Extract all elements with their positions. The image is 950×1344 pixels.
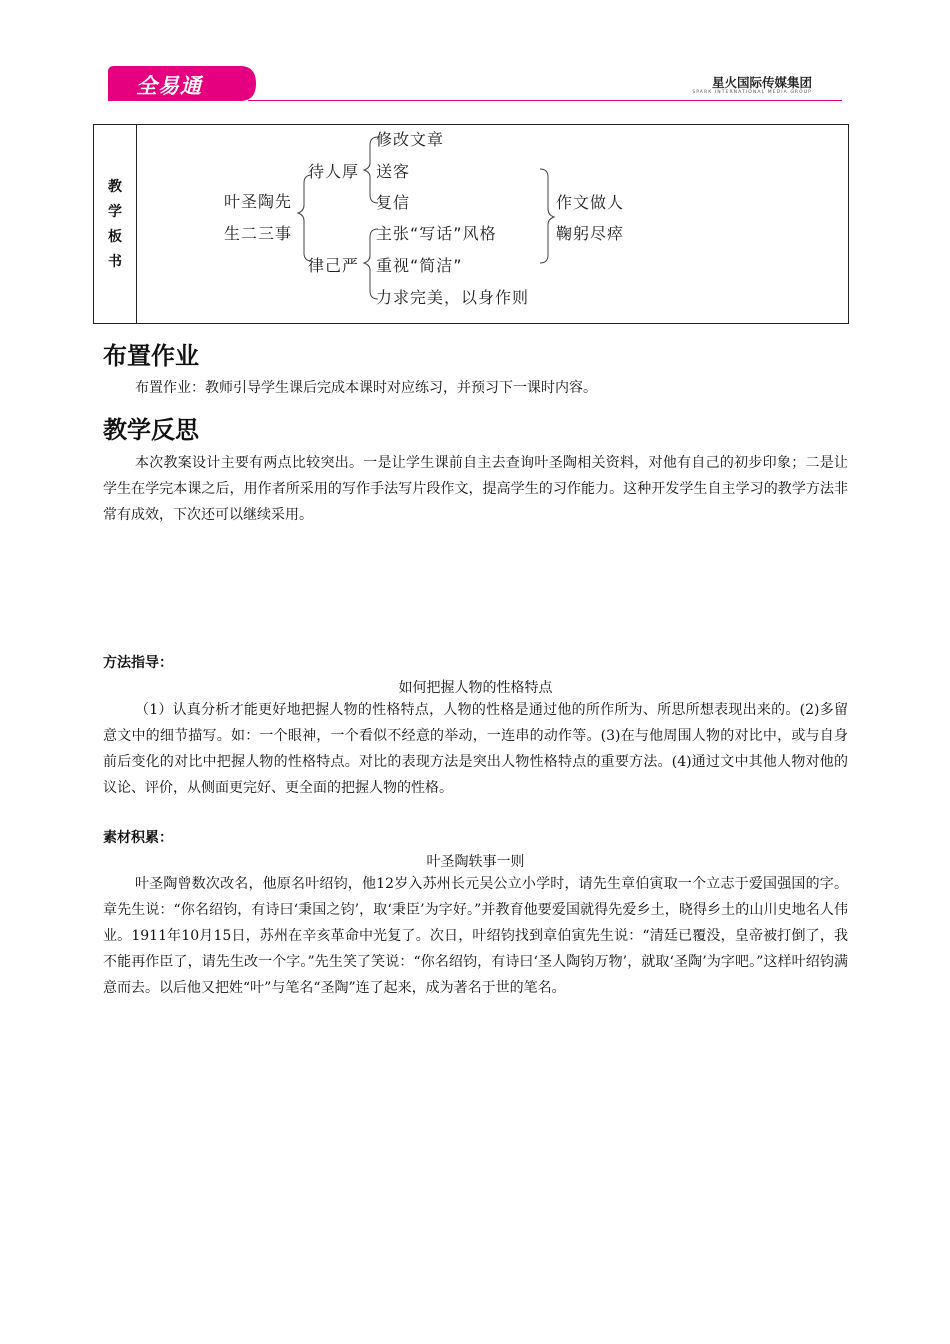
board-label: 教学板书	[108, 179, 122, 270]
reflection-heading: 教学反思	[103, 416, 199, 444]
board-branch2-item: 力求完美，以身作则	[376, 288, 530, 307]
board-root-line2: 生二三事	[224, 224, 293, 243]
material-title: 叶圣陶轶事一则	[426, 854, 525, 870]
board-conclusion-line2: 鞠躬尽瘁	[556, 224, 625, 243]
board-branch1: 待人厚	[308, 162, 360, 181]
brace-root	[298, 175, 312, 261]
method-text: （1）认真分析才能更好地把握人物的性格特点，人物的性格是通过他的所作所为、所思所想表现出来的。(2)多留意文中的细节描写。如：一个眼神，一个看似不经意的举动，一连串的动作等。(3)在与他周围人物的对比中，或与自身前后变化的对比中把握人物的性格特点。对比的表现方法是突出人物性格特点的重要方法。(4)通过文中其他人物对他的议论、评价，从侧面更完好、更全面的把握人物的性格。	[103, 702, 848, 796]
homework-text: 布置作业：教师引导学生课后完成本课时对应练习，并预习下一课时内容。	[135, 380, 597, 396]
board-root-line1: 叶圣陶先	[224, 192, 293, 211]
board-branch1-item: 复信	[376, 193, 411, 212]
homework-heading: 布置作业	[103, 342, 199, 370]
publisher-name: 星火国际传媒集团	[711, 75, 812, 90]
reflection-text: 本次教案设计主要有两点比较突出。一是让学生课前自主去查询叶圣陶相关资料，对他有自己的初步印象；二是让学生在学完本课之后，用作者所采用的写作手法写片段作文，提高学生的习作能力。这种开发学生自主学习的教学方法非常有成效，下次还可以继续采用。	[103, 455, 848, 523]
board-branch1-item: 送客	[376, 162, 411, 181]
board-design-table	[93, 124, 849, 324]
board-branch2-item: 主张“写话”风格	[376, 224, 497, 243]
material-text: 叶圣陶曾数次改名，他原名叶绍钧，他12岁入苏州长元吴公立小学时，请先生章伯寅取一个立志于爱国强国的字。章先生说：“你名绍钧，有诗曰‘秉国之钧’，取‘秉臣’为字好。”并教育他要爱国就得先爱乡土，晓得乡土的山川史地名人伟业。1911年10月15日，苏州在辛亥革命中光复了。次日，叶绍钧找到章伯寅先生说：“清廷已覆没，皇帝被打倒了，我不能再作臣了，请先生改一个字。”先生笑了笑说：“你名绍钧，有诗曰‘圣人陶钧万物’，就取‘圣陶’为字吧。”这样叶绍钧满意而去。以后他又把姓“叶”与笔名“圣陶”连了起来，成为著名于世的笔名。	[103, 876, 848, 996]
board-branch1-item: 修改文章	[376, 130, 445, 149]
header-divider	[248, 100, 842, 101]
publisher-name-en: SPARK INTERNATIONAL MEDIA GROUP	[692, 90, 812, 95]
board-branch2-item: 重视“简洁”	[376, 256, 463, 275]
brand-logo-text: 全易通	[136, 74, 202, 98]
board-conclusion-line1: 作文做人	[556, 193, 625, 212]
board-branch2: 律己严	[308, 256, 360, 275]
method-title: 如何把握人物的性格特点	[398, 680, 553, 696]
page-header	[108, 66, 842, 104]
method-label: 方法指导：	[103, 655, 173, 671]
brace-conclusion	[540, 169, 554, 263]
material-label: 素材积累：	[103, 830, 173, 846]
